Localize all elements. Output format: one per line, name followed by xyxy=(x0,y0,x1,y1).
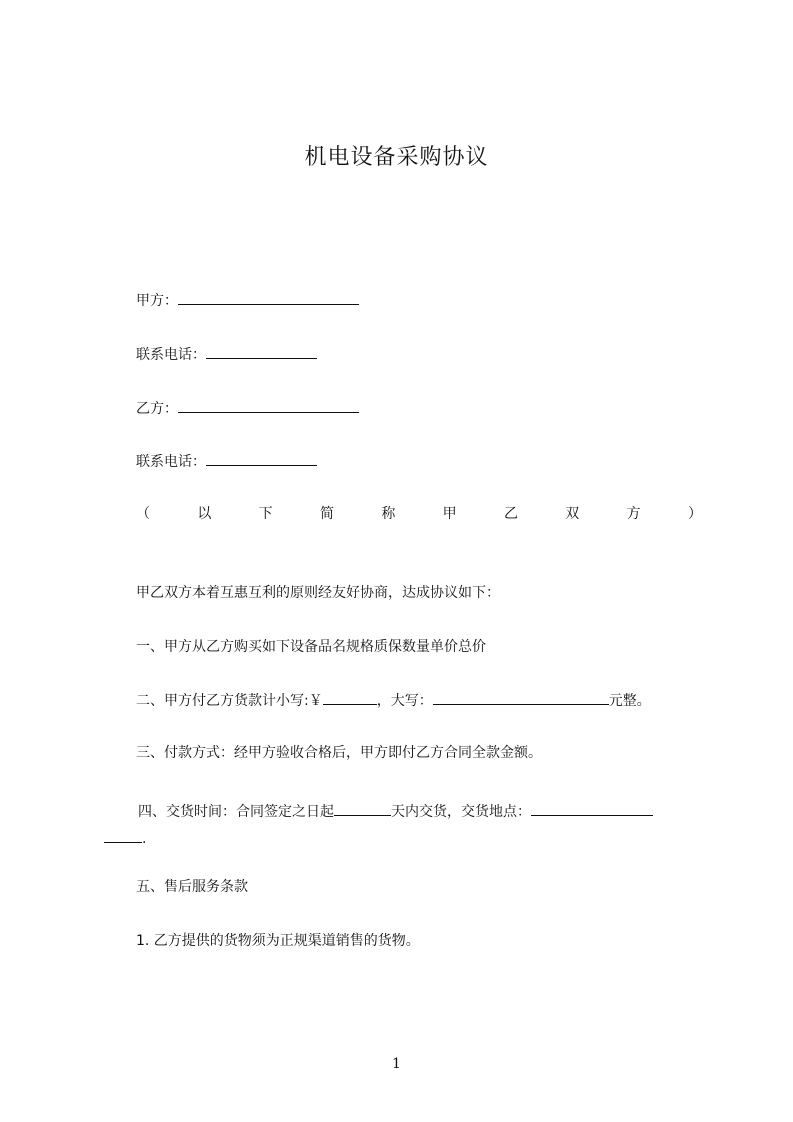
page-number: 1 xyxy=(392,1056,401,1072)
abbrev-char: （ xyxy=(136,506,150,522)
intro-paragraph: 甲乙双方本着互惠互利的原则经友好协商，达成协议如下： xyxy=(136,585,500,601)
delivery-place-blank-cont xyxy=(104,828,142,843)
abbreviation-note xyxy=(136,504,702,524)
party-a-phone-blank xyxy=(206,344,317,359)
party-b-phone-blank xyxy=(206,451,317,466)
party-b-phone-line xyxy=(136,451,317,472)
party-a-blank xyxy=(178,290,359,305)
delivery-days-blank xyxy=(334,801,391,816)
clause-4-continuation xyxy=(104,828,146,849)
abbrev-char: 方 xyxy=(626,506,641,522)
abbrev-char: 称 xyxy=(381,506,396,522)
party-a-phone-line xyxy=(136,344,317,365)
clause-2-prefix: 二、甲方付乙方货款计小写:￥ xyxy=(136,693,323,709)
clause-5: 五、售后服务条款 xyxy=(136,879,248,895)
clause-4 xyxy=(138,801,653,822)
abbrev-char: 双 xyxy=(565,506,580,522)
document-title: 机电设备采购协议 xyxy=(304,145,489,170)
party-b-label: 乙方： xyxy=(136,401,178,417)
abbrev-char: 简 xyxy=(319,506,334,522)
party-b-blank xyxy=(178,398,359,413)
amount-small-blank xyxy=(323,690,377,705)
amount-capital-blank xyxy=(433,690,609,705)
party-a-phone-label: 联系电话： xyxy=(136,347,206,363)
clause-4-end: . xyxy=(142,831,147,847)
delivery-place-blank xyxy=(531,801,653,816)
clause-2-suffix: 元整。 xyxy=(608,693,651,709)
abbrev-char: 下 xyxy=(258,506,273,522)
party-a-line xyxy=(136,290,359,311)
abbrev-char: 乙 xyxy=(503,506,518,522)
party-a-label: 甲方： xyxy=(136,293,178,309)
clause-2-mid: ，大写： xyxy=(376,693,433,709)
clause-4-mid: 天内交货，交货地点： xyxy=(391,804,531,820)
abbrev-char: ） xyxy=(687,506,702,522)
party-b-line xyxy=(136,398,359,419)
abbrev-char: 甲 xyxy=(442,506,457,522)
clause-3: 三、付款方式：经甲方验收合格后，甲方即付乙方合同全款金额。 xyxy=(136,745,542,761)
clause-1: 一、甲方从乙方购买如下设备品名规格质保数量单价总价 xyxy=(136,639,486,655)
clause-4-prefix: 四、交货时间：合同签定之日起 xyxy=(138,804,334,820)
clause-5-item-1: 1. 乙方提供的货物须为正规渠道销售的货物。 xyxy=(136,933,420,949)
clause-2 xyxy=(136,690,651,711)
party-b-phone-label: 联系电话： xyxy=(136,454,206,470)
abbrev-char: 以 xyxy=(197,506,212,522)
